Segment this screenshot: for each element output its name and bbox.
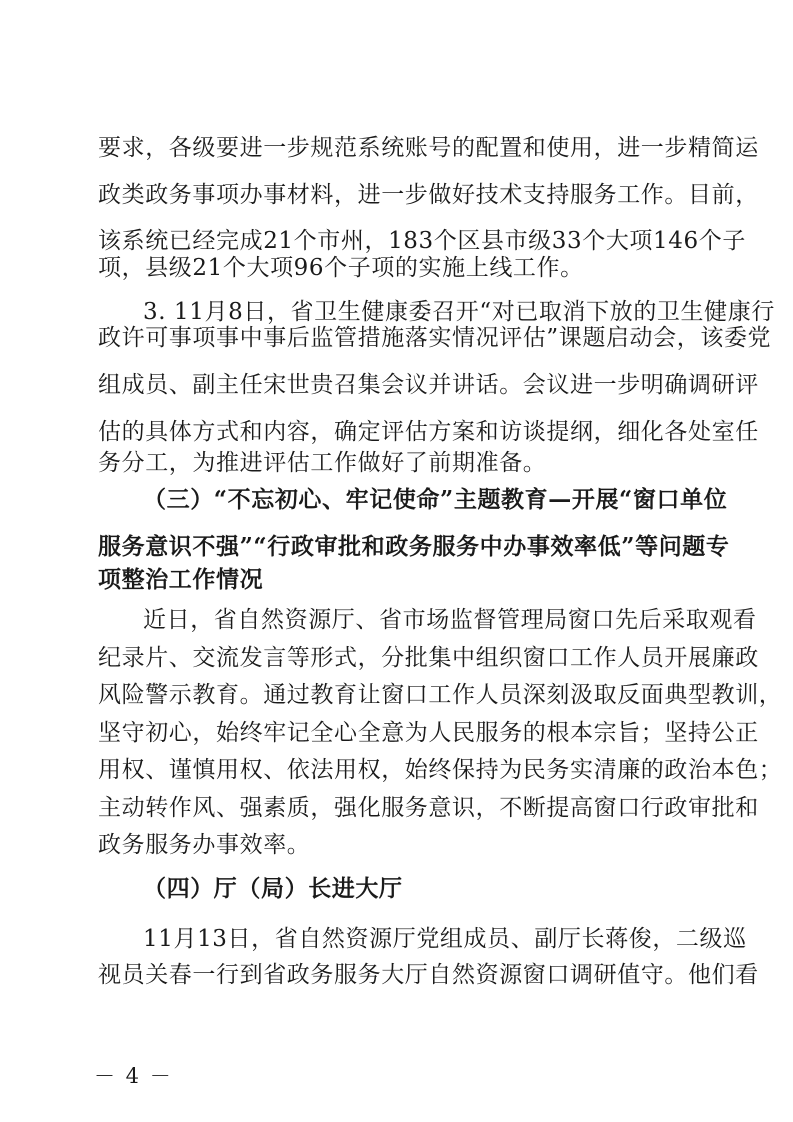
body-text-line: 风险警示教育。通过教育让窗口工作人员深刻汲取反面典型教训， bbox=[98, 682, 783, 708]
body-text-line: 务分工，为推进评估工作做好了前期准备。 bbox=[98, 450, 547, 476]
body-text-line: 组成员、副主任宋世贵召集会议并讲话。会议进一步明确调研评 bbox=[98, 372, 759, 398]
body-text-line: 坚守初心，始终牢记全心全意为人民服务的根本宗旨；坚持公正 bbox=[98, 720, 759, 746]
body-text-line: 3. 11月8日，省卫生健康委召开“对已取消下放的卫生健康行 bbox=[143, 299, 775, 325]
body-text-line: 用权、谨慎用权、依法用权，始终保持为民务实清廉的政治本色； bbox=[98, 757, 783, 783]
body-text-line: 项，县级21个大项96个子项的实施上线工作。 bbox=[98, 255, 584, 281]
page-number: － 4 － bbox=[94, 1064, 173, 1088]
body-text-line: 估的具体方式和内容，确定评估方案和访谈提纲，细化各处室任 bbox=[98, 419, 759, 445]
body-text-line: 11月13日，省自然资源厅党组成员、副厅长蒋俊，二级巡 bbox=[143, 926, 747, 952]
section-heading-line: 服务意识不强”“行政审批和政务服务中办事效率低”等问题专 bbox=[98, 533, 730, 560]
body-text-line: 政务服务办事效率。 bbox=[98, 832, 311, 858]
body-text-line: 政许可事项事中事后监管措施落实情况评估”课题启动会，该委党 bbox=[98, 325, 772, 351]
section-heading-line: 项整治工作情况 bbox=[98, 566, 264, 593]
body-text-line: 纪录片、交流发言等形式，分批集中组织窗口工作人员开展廉政 bbox=[98, 645, 759, 671]
body-text-line: 近日，省自然资源厅、省市场监督管理局窗口先后采取观看 bbox=[143, 607, 757, 633]
section-heading-line: （三）“不忘初心、牢记使命”主题教育—开展“窗口单位 bbox=[143, 486, 728, 513]
body-text-line: 该系统已经完成21个市州，183个区县市级33个大项146个子 bbox=[98, 228, 746, 254]
body-text-line: 视员关春一行到省政务服务大厅自然资源窗口调研值守。他们看 bbox=[98, 962, 759, 988]
body-text-line: 主动转作风、强素质，强化服务意识，不断提高窗口行政审批和 bbox=[98, 795, 759, 821]
section-heading-line: （四）厅（局）长进大厅 bbox=[143, 875, 403, 902]
body-text-line: 政类政务事项办事材料，进一步做好技术支持服务工作。目前， bbox=[98, 182, 759, 208]
body-text-line: 要求，各级要进一步规范系统账号的配置和使用，进一步精简运 bbox=[98, 135, 759, 161]
